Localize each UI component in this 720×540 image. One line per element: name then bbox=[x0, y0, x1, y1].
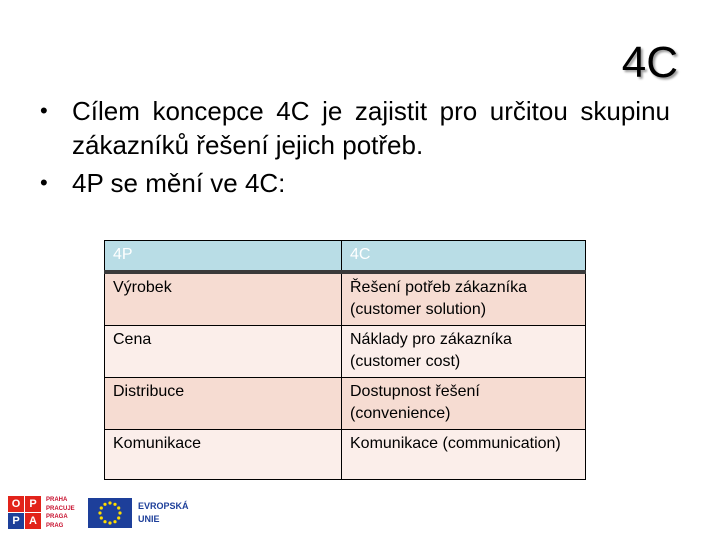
praha-line: PRAHA bbox=[46, 497, 68, 503]
footer-logos bbox=[8, 496, 208, 532]
bullet-icon: • bbox=[40, 170, 48, 195]
table-cell: Komunikace (communication) bbox=[342, 430, 586, 480]
praha-line: PRACUJE bbox=[46, 505, 75, 512]
comparison-table bbox=[104, 240, 586, 480]
eu-flag-icon bbox=[88, 498, 132, 528]
table-row bbox=[105, 326, 586, 378]
bullet-icon: • bbox=[40, 98, 48, 123]
slide-title: 4C bbox=[621, 38, 678, 87]
table-header-row bbox=[105, 241, 586, 273]
table-row bbox=[105, 378, 586, 430]
eu-line: EVROPSKÁ bbox=[138, 501, 189, 511]
opp-logo-icon bbox=[8, 496, 42, 530]
table-cell: Náklady pro zákazníka (customer cost) bbox=[342, 326, 586, 378]
bullet-item bbox=[40, 166, 670, 200]
header-cell-4p: 4P bbox=[105, 241, 342, 273]
bullet-item bbox=[40, 94, 670, 162]
table-cell: Dostupnost řešení (convenience) bbox=[342, 378, 586, 430]
table-cell: Řešení potřeb zákazníka (customer solution) bbox=[342, 272, 586, 326]
table-row bbox=[105, 430, 586, 480]
eu-line: UNIE bbox=[138, 514, 160, 524]
table-cell: Výrobek bbox=[105, 272, 342, 326]
opp-letter: O bbox=[8, 496, 24, 512]
header-cell-4c: 4C bbox=[342, 241, 586, 273]
table-cell: Komunikace bbox=[105, 430, 342, 480]
praha-line: PRAG bbox=[46, 522, 64, 529]
bullet-list bbox=[40, 94, 670, 204]
praha-logo-icon bbox=[46, 496, 80, 530]
opp-letter: P bbox=[25, 496, 41, 512]
table-cell: Distribuce bbox=[105, 378, 342, 430]
bullet-text: Cílem koncepce 4C je zajistit pro určitou skupinu zákazníků řešení jejich potřeb. bbox=[72, 96, 670, 160]
bullet-text: 4P se mění ve 4C: bbox=[72, 168, 286, 198]
table-cell: Cena bbox=[105, 326, 342, 378]
opp-letter: P bbox=[8, 513, 24, 529]
eu-logo-text bbox=[138, 500, 189, 526]
praha-line: PRAGA bbox=[46, 514, 68, 520]
opp-letter: A bbox=[25, 513, 41, 529]
table-row bbox=[105, 272, 586, 326]
